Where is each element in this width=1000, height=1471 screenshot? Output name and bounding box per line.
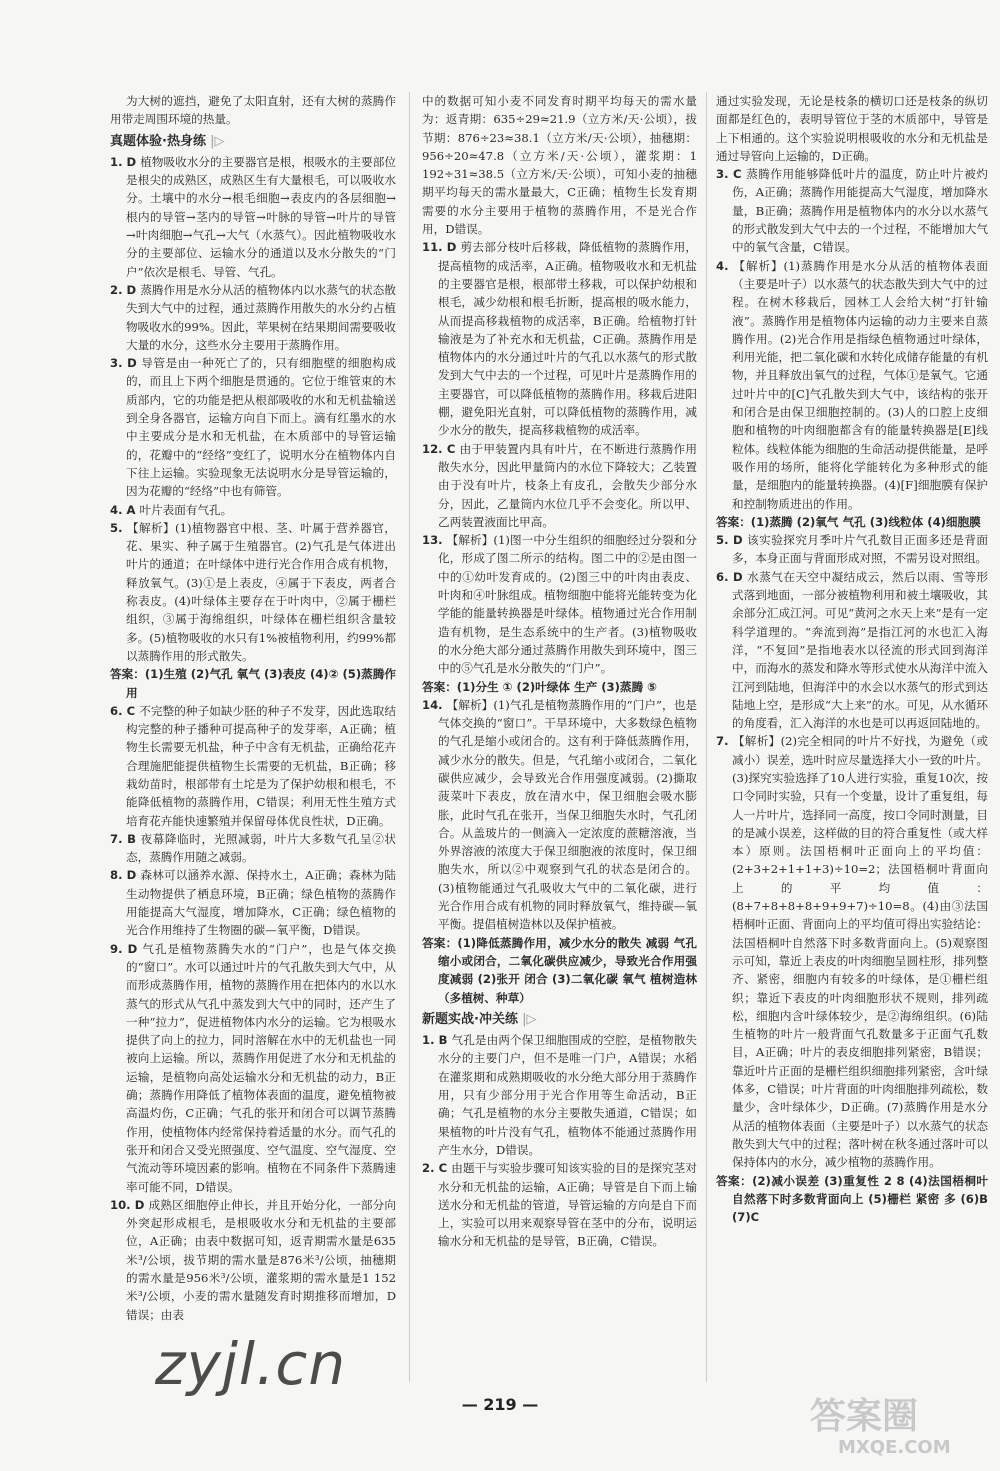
answer-item — [110, 702, 396, 830]
item-text: 蒸腾作用是水分从活的植物体内以水蒸气的状态散失到大气中的过程，通过蒸腾作用散失的水分约占植物吸收水的99%。因此，苹果树在结果期间需要吸收大量的水分，这些水分主要用于蒸腾作用。 — [126, 282, 396, 352]
item-text: 蒸腾作用能够降低叶片的温度，防止叶片被灼伤，A正确；蒸腾作用能提高大气湿度，增加降水量，B正确；蒸腾作用是植物体内的水分以水蒸气的形式散发到大气中去的一个过程，不能增加大气中的氧气含量，C错误。 — [732, 167, 988, 255]
item-text: 答案：(1)蒸腾 (2)氧气 气孔 (3)线粒体 (4)细胞膜 — [716, 514, 981, 529]
column-divider-1 — [409, 92, 410, 1382]
item-text: 答案：(1)分生 ① (2)叶绿体 生产 (3)蒸腾 ⑤ — [422, 679, 657, 694]
answer-item — [110, 940, 396, 1196]
page-number: — 219 — — [461, 1395, 539, 1414]
answer-line — [422, 678, 697, 696]
answer-column-3 — [716, 92, 988, 1226]
watermark-zyjl: zyjl.cn — [155, 1330, 347, 1398]
item-number: 4. A — [110, 502, 136, 517]
answer-item — [716, 531, 988, 568]
item-text: 答案：(1)生殖 (2)气孔 氧气 (3)表皮 (4)② (5)蒸腾作用 — [110, 667, 396, 700]
answer-item — [110, 501, 396, 519]
section-heading-text: 新题实战·冲关练 — [422, 1011, 518, 1027]
item-text: 植物吸收水分的主要器官是根，根吸水的主要部位是根尖的成熟区，成熟区生有大量根毛，可以吸收水分。土壤中的水分→根毛细胞→表皮内的各层细胞→根内的导管→茎内的导管→叶脉的导管→叶片的导管→叶肉细胞→气孔→大气（水蒸气）。因此植物吸收水分的主要部位、运输水分的通道以及水分散失的“门户”依次是根毛、导管、气孔。 — [126, 154, 396, 279]
item-number: 4. — [716, 258, 729, 273]
answer-item — [716, 257, 988, 513]
answer-item — [422, 238, 697, 439]
section-heading-text: 真题体验·热身练 — [110, 133, 206, 149]
item-text: 气孔是植物蒸腾失水的“门户”，也是气体交换的“窗口”。水可以通过叶片的气孔散失到大气中，从而形成蒸腾作用，植物的蒸腾作用在把体内的水以水蒸气的形式从气孔中蒸发到大气中的同时，还产生了一种“拉力”，促进植物体内水分的运输。它为根吸水提供了向上的拉力，同时溶解在水中的无机盐也一同被向上运输。所以，蒸腾作用促进了水分和无机盐的运输，是植物向高处运输水分和无机盐的动力，B正确；蒸腾作用降低了植物体表面的温度，避免植物被高温灼伤，C正确；气孔的张开和闭合可以调节蒸腾作用，使植物体内经常保持着适量的水分。而气孔的张开和闭合又受光照强度、空气温度、空气湿度、空气流动等环境因素的影响。植物在不同条件下蒸腾速率可能不同，D错误。 — [126, 941, 396, 1194]
item-text: 【解析】(2)完全相同的叶片不好找，为避免（或减小）误差，选叶时应尽量选择大小一致的叶片。(3)探究实验选择了10人进行实验，重复10次，按口令同时实验，只有一个变量，设计了重复组，每人一片叶片，选择同一高度，按口令同时测量，目的是减小误差，这样做的目的符合重复性（或大样本）原则。法国梧桐叶正面向上的平均值：(2+3+2+1+1+3)÷10=2；法国梧桐叶背面向上的平均值：(8+7+8+8+8+9+9+7)÷10=8。(4)由③法国梧桐叶正面、背面向上的平均值可得出实验结论：法国梧桐叶自然落下时多数背面向上。(5)观察图示可知，靠近上表皮的叶肉细胞呈圆柱形，排列整齐、紧密，细胞内有较多的叶绿体，是①栅栏组织；靠近下表皮的叶肉细胞形状不规则，排列疏松，细胞内含叶绿体较少，是②海绵组织。(6)陆生植物的叶片一般背面气孔数量多于正面气孔数目，A正确；叶片的表皮细胞排列紧密，B错误；靠近叶片正面的是栅栏组织细胞排列紧密，含叶绿体多，C错误；叶片背面的叶肉细胞排列疏松，数量少，含叶绿体少，D正确。(7)蒸腾作用是水分从活的植物体表面（主要是叶子）以水蒸气的状态散失到大气中的过程；落叶树在秋冬通过落叶可以保持体内的水分，减少植物的蒸腾作用。 — [732, 734, 988, 1170]
item-number: 11. D — [422, 240, 457, 255]
answer-item — [110, 153, 396, 281]
section-heading-warmup — [110, 133, 396, 151]
column-divider-2 — [706, 92, 707, 1382]
item-text: 不完整的种子如缺少胚的种子不发芽，因此选取结构完整的种子播种可提高种子的发芽率，A正确；植物生长需要无机盐，种子中含有无机盐，正确给花卉合理施肥能提供植物生长需要的无机盐，B正确；移栽幼苗时，根部带有土坨是为了保护幼根和根毛，不能降低植物的蒸腾作用，C错误；利用无性生殖方式培育花卉能快速繁殖并保留母体优良性状，D正确。 — [126, 703, 396, 828]
item-text: 成熟区细胞停止伸长，并且开始分化，一部分向外突起形成根毛，是根吸收水分和无机盐的主要部位，A正确；由表中数据可知，返青期需水量是635米³/公顷，拔节期的需水量是876米³/公顷，抽穗期的需水量是956米³/公顷，灌浆期的需水量是1 152米³/公顷，小麦的需水量随发育时期推移而增加，D错误；由表 — [126, 1197, 396, 1322]
answer-item — [110, 1196, 396, 1324]
item-number: 5. D — [716, 533, 743, 548]
section-arrow-icon: |▷ — [205, 133, 225, 149]
answer-line — [716, 1172, 988, 1227]
item-text: 森林可以涵养水源、保持水土，A正确；森林为陆生动物提供了栖息环境，B正确；绿色植物的蒸腾作用能提高大气湿度，增加降水，C正确；绿色植物的光合作用维持了生物圈的碳—氧平衡，D错误。 — [126, 868, 396, 938]
item-number: 10. D — [110, 1197, 145, 1212]
item-number: 8. D — [110, 868, 137, 883]
item-number: 6. D — [716, 569, 743, 584]
answer-line — [110, 665, 396, 702]
watermark-answer-circle: 答案圈 — [810, 1396, 919, 1437]
answer-column-1 — [110, 92, 396, 1324]
item-number: 5. — [110, 520, 123, 535]
col2-intro: 中的数据可知小麦不同发育时期平均每天的需水量为：返青期：635÷29≈21.9（立方米/天·公顷），拔节期：876÷23≈38.1（立方米/天·公顷），抽穗期：956÷20≈47.8（立方米/天·公顷），灌浆期：1 192÷31≈38.5（立方米/天·公顷），可知小麦的抽穗期平均每天的需水量最大，C正确；植物生长发育期需要的水分主要用于植物的蒸腾作用，不是光合作用，D错误。 — [422, 94, 697, 237]
answer-item — [110, 866, 396, 939]
answer-item — [422, 1159, 697, 1250]
answer-item — [110, 519, 396, 665]
item-text: 【解析】(1)植物器官中根、茎、叶属于营养器官，花、果实、种子属于生殖器官。(2)气孔是气体进出叶片的通道；在叶绿体中进行光合作用合成有机物，释放氧气。(3)①是上表皮，④属于下表皮，两者合称表皮。(4)叶绿体主要存在于叶肉中，②属于栅栏组织，③属于海绵组织，叶绿体在栅栏组织含量较多。(5)植物吸收的水只有1%被植物利用，约99%都以蒸腾作用的形式散失。 — [126, 520, 396, 663]
item-number: 12. C — [422, 441, 456, 456]
watermark-mxqe: MXQE.COM — [838, 1437, 951, 1458]
section-heading-challenge — [422, 1011, 697, 1029]
item-text: 叶片表面有气孔。 — [139, 502, 233, 517]
item-text: 【解析】(1)蒸腾作用是水分从活的植物体表面（主要是叶子）以水蒸气的状态散失到大气中的过程。在树木移栽后，园林工人会给大树“打针输液”。蒸腾作用是植物体内运输的动力主要来自蒸腾作用。(2)光合作用是指绿色植物通过叶绿体，利用光能，把二氧化碳和水转化成储存能量的有机物，并且释放出氧气的过程，气体①是氧气。它通过叶片中的[C]气孔散失到大气中，该结构的张开和闭合是由保卫细胞控制的。(3)人的口腔上皮细胞和植物的叶肉细胞都含有的能量转换器是[E]线粒体。线粒体能为细胞的生命活动提供能量，是呼吸作用的场所，能将化学能转化为多种形式的能量，是细胞内的能量转换器。(4)[F]细胞膜有保护和控制物质进出的作用。 — [732, 258, 988, 511]
item-number: 2. C — [422, 1161, 448, 1176]
col3-intro: 通过实验发现，无论是枝条的横切口还是枝条的纵切面都是红色的，表明导管位于茎的木质部中，导管是上下相通的。这个实验说明根吸收的水分和无机盐是通过导管向上运输的，D正确。 — [716, 94, 988, 163]
item-text: 该实验探究月季叶片气孔数目正面多还是背面多，本身正面与背面形成对照，不需另设对照组。 — [732, 533, 988, 566]
answer-item — [422, 696, 697, 934]
item-text: 夜幕降临时，光照减弱，叶片大多数气孔呈②状态，蒸腾作用随之减弱。 — [126, 831, 396, 865]
item-number: 3. D — [110, 356, 137, 371]
answer-item — [110, 281, 396, 354]
item-text: 由于甲装置内具有叶片，在不断进行蒸腾作用散失水分，因此甲量筒内的水位下降较大；乙装置由于没有叶片，枝条上有皮孔，会散失少部分水分，因此，乙量筒内水位几乎不会变化。所以甲、乙两装置液面比甲高。 — [438, 441, 697, 529]
item-number: 13. — [422, 533, 443, 548]
item-text: 导管是由一种死亡了的，只有细胞壁的细胞构成的，而且上下两个细胞是贯通的。它位于维管束的木质部内，它的功能是把从根部吸收的水和无机盐输送到全身各器官，运输方向自下而上。滴有红墨水的水中主要成分是水和无机盐，在木质部中的导管运输的，花瓣中的“经络”变红了，说明水分在植物体内自下往上运输。实验现象无法说明水分是导管运输的，因为花瓣的“经络”中也有筛管。 — [126, 356, 396, 499]
item-text: 【解析】(1)图一中分生组织的细胞经过分裂和分化，形成了图二所示的结构。图二中的②是由图一中的①幼叶发育成的。(2)图三中的叶肉由表皮、叶肉和④叶脉组成。植物细胞中能将光能转变为化学能的能量转换器是叶绿体。植物通过光合作用制造有机物，是生态系统中的生产者。(3)植物吸收的水分绝大部分通过蒸腾作用散失到环境中，图三中的⑤气孔是水分散失的“门户”。 — [438, 533, 697, 676]
item-number: 3. C — [716, 167, 742, 182]
answer-item — [716, 568, 988, 733]
answer-item — [422, 531, 697, 677]
item-text: 水蒸气在天空中凝结成云，然后以雨、雪等形式落到地面，一部分被植物利用和被土壤吸收，其余部分汇成江河。可见“黄河之水天上来”是有一定科学道理的。“奔流到海”是指江河的水也汇入海洋，“不复回”是指地表水以径流的形式回到海洋中，而海水的蒸发和降水等形式使水从海洋中流入江河到陆地，但海洋中的水会以水蒸气的形式到达陆地上空，是形成“大上来”的水。可见，从水循环的角度看，汇入海洋的水也是可以再返回陆地的。 — [732, 569, 988, 731]
item-number: 1. B — [422, 1033, 448, 1048]
item-number: 14. — [422, 697, 443, 712]
section-arrow-icon: |▷ — [517, 1011, 537, 1027]
answer-item — [422, 440, 697, 531]
item-number: 1. D — [110, 154, 137, 169]
answer-item — [716, 732, 988, 1171]
item-text: 剪去部分枝叶后移栽，降低植物的蒸腾作用，提高植物的成活率，A正确。植物吸收水和无机盐的主要器官是根，根部带土移栽，可以保护幼根和根毛，减少幼根和根毛折断，提高根的吸水能力，从而提高移栽植物的成活率，B正确。给植物打针输液是为了补充水和无机盐，C正确。蒸腾作用是植物体内的水分通过叶片的气孔以水蒸气的形式散发到大气中去的一个过程，可见叶片是蒸腾作用的主要器官，可以降低植物的蒸腾作用。移栽后进阳棚，避免阳光直射，可以降低植物的蒸腾作用，减少水分的散失，提高移栽植物的成活率。 — [438, 240, 697, 438]
item-number: 2. D — [110, 282, 137, 297]
col1-intro: 为大树的遮挡，避免了太阳直射，还有大树的蒸腾作用带走周围环境的热量。 — [110, 94, 396, 127]
answer-column-2 — [422, 92, 697, 1251]
answer-item — [110, 830, 396, 867]
item-number: 7. B — [110, 831, 136, 846]
item-number: 6. C — [110, 703, 136, 718]
answer-item — [110, 354, 396, 500]
answer-item — [422, 1031, 697, 1159]
item-number: 7. — [716, 734, 729, 749]
item-text: 气孔是由两个保卫细胞围成的空腔，是植物散失水分的主要门户，但不是唯一门户，A错误；水稻在灌浆期和成熟期吸收的水分绝大部分用于蒸腾作用，只有少部分用于光合作用等生命活动，B正确；气孔是植物的水分主要散失通道，C错误；如果植物的叶片没有气孔，植物体不能通过蒸腾作用产生水分，D错误。 — [438, 1033, 697, 1157]
item-number: 9. D — [110, 941, 138, 956]
item-text: 【解析】(1)气孔是植物蒸腾作用的“门户”，也是气体交换的“窗口”。干旱环境中，大多数绿色植物的气孔是缩小或闭合的。这有利于降低蒸腾作用，减少水分的散失。但是，气孔缩小或闭合，二氧化碳供应减少，会导致光合作用强度减弱。(2)撕取菠菜叶下表皮，放在清水中，保卫细胞会吸水膨胀，此时气孔在张开，当保卫细胞失水时，气孔闭合。从盖玻片的一侧滴入一定浓度的蔗糖溶液，当外界溶液的浓度大于保卫细胞液的浓度时，保卫细胞失水，所以②中观察到气孔的状态是闭合的。(3)植物能通过气孔吸收大气中的二氧化碳，进行光合作用合成有机物的同时释放氧气，维持碳—氧平衡。提倡植树造林以及保护植被。 — [438, 697, 697, 932]
item-text: 由题干与实验步骤可知该实验的目的是探究茎对水分和无机盐的运输，A正确；导管是自下而上输送水分和无机盐的管道，导管运输的方向是自下而上，实验可以用来观察导管在茎中的分布，说明运输水分和无机盐的是导管，B正确，C错误。 — [438, 1161, 697, 1249]
answer-line — [716, 513, 988, 531]
item-text: 答案：(1)降低蒸腾作用，减少水分的散失 减弱 气孔缩小或闭合，二氧化碳供应减少，导致光合作用强度减弱 (2)张开 闭合 (3)二氧化碳 氧气 植树造林（多植树、种草） — [422, 935, 697, 1005]
answer-item — [716, 165, 988, 256]
item-text: 答案：(2)减小误差 (3)重复性 2 8 (4)法国梧桐叶自然落下时多数背面向上 (5)栅栏 紧密 多 (6)B (7)C — [716, 1173, 988, 1225]
answer-line — [422, 934, 697, 1007]
